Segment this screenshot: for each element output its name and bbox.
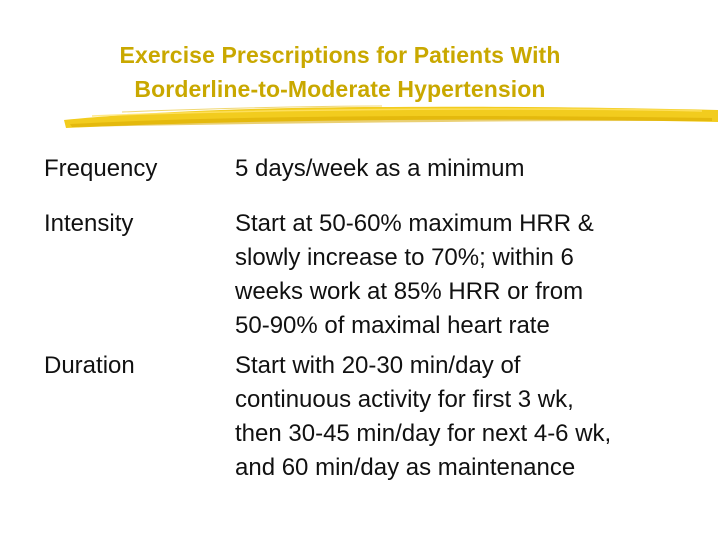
slide-title bbox=[40, 38, 640, 106]
value-line: and 60 min/day as maintenance bbox=[235, 454, 576, 481]
value-duration bbox=[235, 349, 611, 485]
value-line: slowly increase to 70%; within 6 bbox=[235, 244, 574, 271]
title-line-1: Exercise Prescriptions for Patients With bbox=[119, 42, 561, 68]
brush-stroke-divider bbox=[62, 98, 720, 132]
label-intensity: Intensity bbox=[44, 210, 134, 237]
value-line: 5 days/week as a minimum bbox=[235, 155, 525, 182]
value-line: then 30-45 min/day for next 4-6 wk, bbox=[235, 420, 612, 447]
title-line-2: Borderline-to-Moderate Hypertension bbox=[134, 76, 546, 102]
label-duration: Duration bbox=[44, 352, 135, 379]
value-frequency bbox=[235, 152, 524, 186]
value-line: Start with 20-30 min/day of bbox=[235, 352, 521, 379]
value-line: 50-90% of maximal heart rate bbox=[235, 312, 550, 339]
value-line: weeks work at 85% HRR or from bbox=[235, 278, 584, 305]
value-line: continuous activity for first 3 wk, bbox=[235, 386, 574, 413]
value-line: Start at 50-60% maximum HRR & bbox=[235, 210, 594, 237]
label-frequency: Frequency bbox=[44, 155, 158, 182]
value-intensity bbox=[235, 207, 594, 343]
